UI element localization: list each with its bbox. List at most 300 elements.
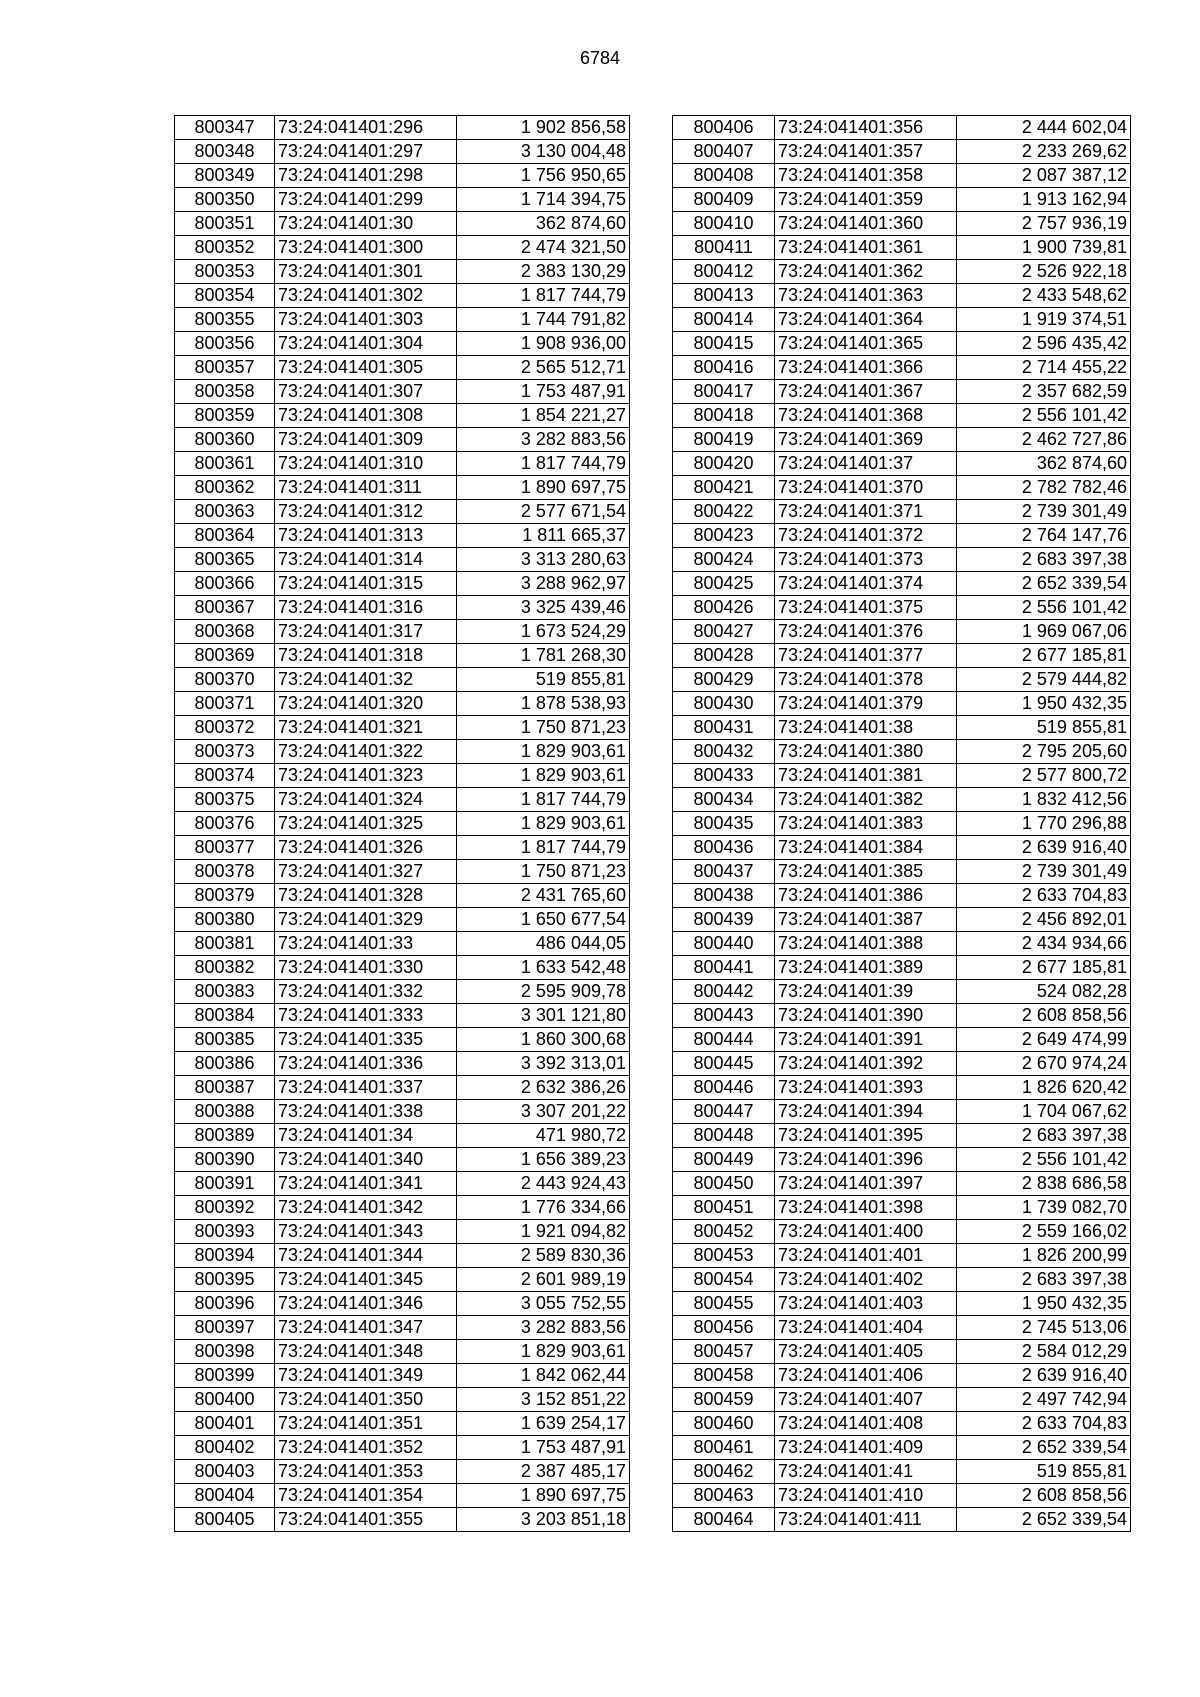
value-cell: 2 683 397,38 [957,1268,1131,1292]
record-number-cell: 800457 [673,1340,775,1364]
record-number-cell: 800403 [175,1460,275,1484]
record-number-cell: 800357 [175,356,275,380]
table-row [673,1340,1131,1364]
table-row [673,1460,1131,1484]
record-number-cell: 800410 [673,212,775,236]
record-number-cell: 800440 [673,932,775,956]
cadastral-number-cell: 73:24:041401:397 [775,1172,957,1196]
cadastral-number-cell: 73:24:041401:387 [775,908,957,932]
cadastral-number-cell: 73:24:041401:326 [275,836,457,860]
value-cell: 2 632 386,26 [457,1076,630,1100]
cadastral-number-cell: 73:24:041401:402 [775,1268,957,1292]
value-cell: 2 589 830,36 [457,1244,630,1268]
table-row [175,1292,630,1316]
table-row [673,1220,1131,1244]
cadastral-number-cell: 73:24:041401:359 [775,188,957,212]
cadastral-number-cell: 73:24:041401:313 [275,524,457,548]
value-cell: 1 753 487,91 [457,1436,630,1460]
record-number-cell: 800349 [175,164,275,188]
record-number-cell: 800417 [673,380,775,404]
cadastral-number-cell: 73:24:041401:406 [775,1364,957,1388]
record-number-cell: 800413 [673,284,775,308]
record-number-cell: 800449 [673,1148,775,1172]
cadastral-number-cell: 73:24:041401:317 [275,620,457,644]
cadastral-number-cell: 73:24:041401:298 [275,164,457,188]
table-row [175,980,630,1004]
table-row [175,140,630,164]
cadastral-number-cell: 73:24:041401:342 [275,1196,457,1220]
cadastral-number-cell: 73:24:041401:300 [275,236,457,260]
cadastral-number-cell: 73:24:041401:404 [775,1316,957,1340]
table-row [175,1196,630,1220]
cadastral-number-cell: 73:24:041401:384 [775,836,957,860]
cadastral-number-cell: 73:24:041401:323 [275,764,457,788]
record-number-cell: 800397 [175,1316,275,1340]
cadastral-number-cell: 73:24:041401:30 [275,212,457,236]
value-cell: 1 817 744,79 [457,452,630,476]
value-cell: 1 829 903,61 [457,740,630,764]
value-cell: 1 829 903,61 [457,1340,630,1364]
record-number-cell: 800368 [175,620,275,644]
value-cell: 3 282 883,56 [457,428,630,452]
value-cell: 1 744 791,82 [457,308,630,332]
value-cell: 3 130 004,48 [457,140,630,164]
table-row [673,644,1131,668]
value-cell: 2 739 301,49 [957,860,1131,884]
cadastral-number-cell: 73:24:041401:38 [775,716,957,740]
table-row [175,764,630,788]
cadastral-number-cell: 73:24:041401:390 [775,1004,957,1028]
cadastral-number-cell: 73:24:041401:401 [775,1244,957,1268]
cadastral-number-cell: 73:24:041401:303 [275,308,457,332]
value-cell: 2 526 922,18 [957,260,1131,284]
table-row [175,308,630,332]
cadastral-number-cell: 73:24:041401:370 [775,476,957,500]
record-number-cell: 800384 [175,1004,275,1028]
value-cell: 2 565 512,71 [457,356,630,380]
cadastral-number-cell: 73:24:041401:371 [775,500,957,524]
cadastral-number-cell: 73:24:041401:346 [275,1292,457,1316]
value-cell: 1 842 062,44 [457,1364,630,1388]
table-row [673,1196,1131,1220]
record-number-cell: 800361 [175,452,275,476]
table-row [175,716,630,740]
value-cell: 2 652 339,54 [957,1508,1131,1532]
cadastral-number-cell: 73:24:041401:347 [275,1316,457,1340]
value-cell: 1 753 487,91 [457,380,630,404]
cadastral-number-cell: 73:24:041401:373 [775,548,957,572]
value-cell: 1 950 432,35 [957,692,1131,716]
cadastral-number-cell: 73:24:041401:34 [275,1124,457,1148]
value-cell: 2 782 782,46 [957,476,1131,500]
cadastral-number-cell: 73:24:041401:365 [775,332,957,356]
record-number-cell: 800391 [175,1172,275,1196]
table-row [175,452,630,476]
data-table-right-body [673,116,1131,1532]
table-row [175,524,630,548]
record-number-cell: 800367 [175,596,275,620]
cadastral-number-cell: 73:24:041401:311 [275,476,457,500]
record-number-cell: 800460 [673,1412,775,1436]
value-cell: 3 282 883,56 [457,1316,630,1340]
table-row [175,548,630,572]
cadastral-number-cell: 73:24:041401:320 [275,692,457,716]
record-number-cell: 800374 [175,764,275,788]
value-cell: 2 577 800,72 [957,764,1131,788]
value-cell: 2 087 387,12 [957,164,1131,188]
table-row [175,1124,630,1148]
table-row [175,836,630,860]
value-cell: 2 677 185,81 [957,644,1131,668]
value-cell: 1 832 412,56 [957,788,1131,812]
table-row [175,116,630,140]
cadastral-number-cell: 73:24:041401:394 [775,1100,957,1124]
table-row [175,1388,630,1412]
value-cell: 2 556 101,42 [957,596,1131,620]
cadastral-number-cell: 73:24:041401:308 [275,404,457,428]
cadastral-number-cell: 73:24:041401:310 [275,452,457,476]
cadastral-number-cell: 73:24:041401:349 [275,1364,457,1388]
value-cell: 1 639 254,17 [457,1412,630,1436]
record-number-cell: 800396 [175,1292,275,1316]
cadastral-number-cell: 73:24:041401:343 [275,1220,457,1244]
cadastral-number-cell: 73:24:041401:363 [775,284,957,308]
table-row [175,812,630,836]
table-row [175,500,630,524]
value-cell: 2 838 686,58 [957,1172,1131,1196]
value-cell: 2 639 916,40 [957,836,1131,860]
value-cell: 2 596 435,42 [957,332,1131,356]
record-number-cell: 800354 [175,284,275,308]
cadastral-number-cell: 73:24:041401:315 [275,572,457,596]
record-number-cell: 800431 [673,716,775,740]
record-number-cell: 800360 [175,428,275,452]
table-row [673,1028,1131,1052]
value-cell: 1 913 162,94 [957,188,1131,212]
record-number-cell: 800423 [673,524,775,548]
table-row [673,188,1131,212]
table-row [673,500,1131,524]
record-number-cell: 800436 [673,836,775,860]
cadastral-number-cell: 73:24:041401:312 [275,500,457,524]
record-number-cell: 800459 [673,1388,775,1412]
record-number-cell: 800426 [673,596,775,620]
value-cell: 1 770 296,88 [957,812,1131,836]
value-cell: 1 776 334,66 [457,1196,630,1220]
value-cell: 1 756 950,65 [457,164,630,188]
table-row [673,476,1131,500]
table-row [673,572,1131,596]
value-cell: 2 714 455,22 [957,356,1131,380]
cadastral-number-cell: 73:24:041401:358 [775,164,957,188]
value-cell: 2 233 269,62 [957,140,1131,164]
value-cell: 362 874,60 [457,212,630,236]
value-cell: 2 474 321,50 [457,236,630,260]
table-row [673,1388,1131,1412]
record-number-cell: 800405 [175,1508,275,1532]
cadastral-number-cell: 73:24:041401:410 [775,1484,957,1508]
table-row [175,1076,630,1100]
value-cell: 3 203 851,18 [457,1508,630,1532]
value-cell: 1 854 221,27 [457,404,630,428]
value-cell: 2 556 101,42 [957,404,1131,428]
table-row [673,908,1131,932]
record-number-cell: 800446 [673,1076,775,1100]
record-number-cell: 800363 [175,500,275,524]
table-row [673,716,1131,740]
record-number-cell: 800358 [175,380,275,404]
value-cell: 1 826 200,99 [957,1244,1131,1268]
table-row [175,212,630,236]
cadastral-number-cell: 73:24:041401:382 [775,788,957,812]
value-cell: 2 633 704,83 [957,1412,1131,1436]
value-cell: 3 325 439,46 [457,596,630,620]
record-number-cell: 800414 [673,308,775,332]
value-cell: 2 383 130,29 [457,260,630,284]
value-cell: 1 750 871,23 [457,860,630,884]
table-row [175,620,630,644]
cadastral-number-cell: 73:24:041401:398 [775,1196,957,1220]
record-number-cell: 800429 [673,668,775,692]
cadastral-number-cell: 73:24:041401:372 [775,524,957,548]
record-number-cell: 800378 [175,860,275,884]
record-number-cell: 800411 [673,236,775,260]
record-number-cell: 800393 [175,1220,275,1244]
record-number-cell: 800356 [175,332,275,356]
record-number-cell: 800390 [175,1148,275,1172]
value-cell: 519 855,81 [957,716,1131,740]
cadastral-number-cell: 73:24:041401:302 [275,284,457,308]
record-number-cell: 800419 [673,428,775,452]
cadastral-number-cell: 73:24:041401:321 [275,716,457,740]
value-cell: 2 745 513,06 [957,1316,1131,1340]
cadastral-number-cell: 73:24:041401:403 [775,1292,957,1316]
cadastral-number-cell: 73:24:041401:354 [275,1484,457,1508]
cadastral-number-cell: 73:24:041401:338 [275,1100,457,1124]
cadastral-number-cell: 73:24:041401:345 [275,1268,457,1292]
table-row [175,284,630,308]
cadastral-number-cell: 73:24:041401:409 [775,1436,957,1460]
value-cell: 2 387 485,17 [457,1460,630,1484]
table-row [175,932,630,956]
record-number-cell: 800398 [175,1340,275,1364]
record-number-cell: 800381 [175,932,275,956]
table-row [175,596,630,620]
cadastral-number-cell: 73:24:041401:375 [775,596,957,620]
value-cell: 1 739 082,70 [957,1196,1131,1220]
cadastral-number-cell: 73:24:041401:316 [275,596,457,620]
cadastral-number-cell: 73:24:041401:367 [775,380,957,404]
value-cell: 1 781 268,30 [457,644,630,668]
table-row [175,1100,630,1124]
cadastral-number-cell: 73:24:041401:380 [775,740,957,764]
table-row [673,1484,1131,1508]
value-cell: 1 908 936,00 [457,332,630,356]
value-cell: 2 577 671,54 [457,500,630,524]
record-number-cell: 800451 [673,1196,775,1220]
table-row [673,884,1131,908]
table-row [175,668,630,692]
record-number-cell: 800437 [673,860,775,884]
value-cell: 2 764 147,76 [957,524,1131,548]
table-row [175,860,630,884]
record-number-cell: 800366 [175,572,275,596]
table-row [673,428,1131,452]
cadastral-number-cell: 73:24:041401:364 [775,308,957,332]
table-row [673,332,1131,356]
value-cell: 2 444 602,04 [957,116,1131,140]
record-number-cell: 800444 [673,1028,775,1052]
record-number-cell: 800424 [673,548,775,572]
table-row [175,1508,630,1532]
value-cell: 362 874,60 [957,452,1131,476]
cadastral-number-cell: 73:24:041401:329 [275,908,457,932]
record-number-cell: 800425 [673,572,775,596]
record-number-cell: 800348 [175,140,275,164]
record-number-cell: 800447 [673,1100,775,1124]
value-cell: 2 601 989,19 [457,1268,630,1292]
table-row [673,260,1131,284]
value-cell: 471 980,72 [457,1124,630,1148]
cadastral-number-cell: 73:24:041401:335 [275,1028,457,1052]
table-row [175,1436,630,1460]
record-number-cell: 800369 [175,644,275,668]
value-cell: 486 044,05 [457,932,630,956]
cadastral-number-cell: 73:24:041401:328 [275,884,457,908]
cadastral-number-cell: 73:24:041401:305 [275,356,457,380]
table-row [175,1004,630,1028]
record-number-cell: 800458 [673,1364,775,1388]
cadastral-number-cell: 73:24:041401:325 [275,812,457,836]
cadastral-number-cell: 73:24:041401:377 [775,644,957,668]
cadastral-number-cell: 73:24:041401:383 [775,812,957,836]
cadastral-number-cell: 73:24:041401:392 [775,1052,957,1076]
record-number-cell: 800385 [175,1028,275,1052]
record-number-cell: 800387 [175,1076,275,1100]
record-number-cell: 800371 [175,692,275,716]
table-row [175,908,630,932]
record-number-cell: 800441 [673,956,775,980]
cadastral-number-cell: 73:24:041401:37 [775,452,957,476]
value-cell: 1 633 542,48 [457,956,630,980]
record-number-cell: 800373 [175,740,275,764]
value-cell: 2 559 166,02 [957,1220,1131,1244]
table-row [175,380,630,404]
record-number-cell: 800370 [175,668,275,692]
table-row [673,308,1131,332]
value-cell: 1 826 620,42 [957,1076,1131,1100]
table-row [673,1316,1131,1340]
page-number: 6784 [579,48,621,68]
value-cell: 2 433 548,62 [957,284,1131,308]
cadastral-number-cell: 73:24:041401:41 [775,1460,957,1484]
table-row [673,356,1131,380]
cadastral-number-cell: 73:24:041401:393 [775,1076,957,1100]
value-cell: 2 795 205,60 [957,740,1131,764]
value-cell: 1 704 067,62 [957,1100,1131,1124]
table-row [175,692,630,716]
cadastral-number-cell: 73:24:041401:369 [775,428,957,452]
value-cell: 3 288 962,97 [457,572,630,596]
value-cell: 2 497 742,94 [957,1388,1131,1412]
record-number-cell: 800389 [175,1124,275,1148]
record-number-cell: 800359 [175,404,275,428]
value-cell: 1 811 665,37 [457,524,630,548]
cadastral-number-cell: 73:24:041401:353 [275,1460,457,1484]
cadastral-number-cell: 73:24:041401:352 [275,1436,457,1460]
record-number-cell: 800355 [175,308,275,332]
table-row [673,668,1131,692]
table-row [673,1004,1131,1028]
cadastral-number-cell: 73:24:041401:333 [275,1004,457,1028]
value-cell: 1 950 432,35 [957,1292,1131,1316]
cadastral-number-cell: 73:24:041401:389 [775,956,957,980]
table-row [673,1172,1131,1196]
record-number-cell: 800461 [673,1436,775,1460]
data-table-right [672,115,1131,1532]
cadastral-number-cell: 73:24:041401:395 [775,1124,957,1148]
table-row [673,812,1131,836]
table-row [175,572,630,596]
table-row [673,596,1131,620]
value-cell: 1 890 697,75 [457,476,630,500]
cadastral-number-cell: 73:24:041401:332 [275,980,457,1004]
value-cell: 3 392 313,01 [457,1052,630,1076]
record-number-cell: 800409 [673,188,775,212]
cadastral-number-cell: 73:24:041401:324 [275,788,457,812]
table-row [673,236,1131,260]
record-number-cell: 800448 [673,1124,775,1148]
record-number-cell: 800351 [175,212,275,236]
value-cell: 1 673 524,29 [457,620,630,644]
record-number-cell: 800456 [673,1316,775,1340]
record-number-cell: 800375 [175,788,275,812]
table-row [175,1172,630,1196]
record-number-cell: 800365 [175,548,275,572]
table-row [673,212,1131,236]
value-cell: 2 434 934,66 [957,932,1131,956]
table-row [673,380,1131,404]
cadastral-number-cell: 73:24:041401:307 [275,380,457,404]
record-number-cell: 800421 [673,476,775,500]
record-number-cell: 800420 [673,452,775,476]
table-row [175,1220,630,1244]
table-row [673,1148,1131,1172]
table-row [673,452,1131,476]
value-cell: 1 890 697,75 [457,1484,630,1508]
value-cell: 3 055 752,55 [457,1292,630,1316]
cadastral-number-cell: 73:24:041401:322 [275,740,457,764]
record-number-cell: 800364 [175,524,275,548]
value-cell: 2 584 012,29 [957,1340,1131,1364]
table-row [175,188,630,212]
table-row [175,476,630,500]
table-row [175,1268,630,1292]
table-row [673,1100,1131,1124]
cadastral-number-cell: 73:24:041401:381 [775,764,957,788]
table-row [175,1340,630,1364]
record-number-cell: 800383 [175,980,275,1004]
record-number-cell: 800377 [175,836,275,860]
record-number-cell: 800401 [175,1412,275,1436]
table-row [673,284,1131,308]
cadastral-number-cell: 73:24:041401:379 [775,692,957,716]
value-cell: 3 313 280,63 [457,548,630,572]
record-number-cell: 800433 [673,764,775,788]
value-cell: 2 608 858,56 [957,1004,1131,1028]
value-cell: 524 082,28 [957,980,1131,1004]
table-row [175,1052,630,1076]
